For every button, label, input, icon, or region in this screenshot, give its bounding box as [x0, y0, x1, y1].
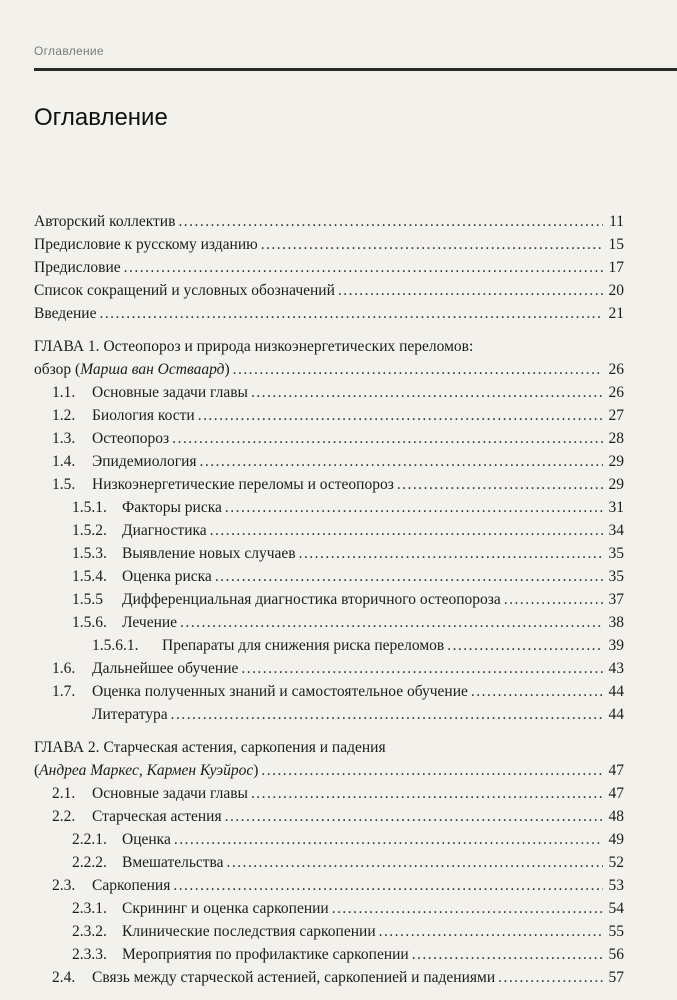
- toc-entry[interactable]: [34, 943, 624, 966]
- toc-entry-number: 1.4.: [52, 453, 76, 470]
- chapter-1-title: Остеопороз и природа низкоэнергетических переломов:: [99, 338, 474, 355]
- toc-entry[interactable]: [34, 210, 624, 233]
- leader-dots: [233, 358, 603, 381]
- leader-dots: [172, 427, 603, 450]
- front-matter-list: [34, 210, 624, 325]
- toc-entry[interactable]: [34, 782, 624, 805]
- chapter-1-page: 26: [608, 361, 624, 378]
- toc-entry-number: 2.2.1.: [72, 831, 107, 848]
- running-head: Оглавление: [34, 44, 104, 58]
- toc-entry-title: Дифференциальная диагностика вторичного остеопороза: [122, 591, 501, 608]
- toc-entry-number: 2.3.2.: [72, 923, 107, 940]
- toc-entry-number: 2.3.3.: [72, 946, 107, 963]
- toc-entry-number: 1.5.1.: [72, 499, 107, 516]
- toc-entry[interactable]: [34, 611, 624, 634]
- toc-entry-number: 1.1.: [52, 384, 76, 401]
- leader-dots: [504, 588, 603, 611]
- leader-dots: [99, 302, 603, 325]
- chapter-2-heading: [34, 736, 624, 759]
- toc-entry-title: Клинические последствия саркопении: [122, 923, 376, 940]
- toc-entry[interactable]: [34, 519, 624, 542]
- toc-entry-page: 31: [608, 499, 624, 516]
- chapter-1-title-prefix: обзор (: [34, 361, 81, 378]
- toc-entry[interactable]: [34, 542, 624, 565]
- chapter-2-heading-line2[interactable]: [34, 759, 624, 782]
- toc-entry[interactable]: [34, 634, 624, 657]
- leader-dots: [225, 496, 603, 519]
- chapter-2-label: ГЛАВА 2.: [34, 739, 100, 756]
- toc-entry-page: 44: [608, 683, 624, 700]
- toc-entry-title: Оценка полученных знаний и самостоятельное обучение: [92, 683, 468, 700]
- leader-dots: [215, 565, 603, 588]
- toc-entry-page: 53: [608, 877, 624, 894]
- toc-entry[interactable]: [34, 256, 624, 279]
- toc-entry-title: Основные задачи главы: [92, 384, 248, 401]
- chapter-1-heading: [34, 335, 624, 358]
- toc-entry-page: 56: [608, 946, 624, 963]
- toc-entry-number: 2.3.: [52, 877, 76, 894]
- toc-entry[interactable]: [34, 703, 624, 726]
- leader-dots: [412, 943, 603, 966]
- toc-entry[interactable]: [34, 657, 624, 680]
- toc-entry-page: 35: [608, 545, 624, 562]
- leader-dots: [447, 634, 603, 657]
- chapter-2-title-prefix: (: [34, 762, 40, 779]
- toc-entry-page: 21: [608, 305, 624, 322]
- toc-entry[interactable]: [34, 966, 624, 989]
- toc-entry[interactable]: [34, 874, 624, 897]
- leader-dots: [299, 542, 603, 565]
- leader-dots: [261, 233, 603, 256]
- toc-entry-title: Низкоэнергетические переломы и остеопороз: [92, 476, 394, 493]
- header-rule: [34, 68, 677, 71]
- toc-entry-page: 43: [608, 660, 624, 677]
- toc-entry-page: 52: [608, 854, 624, 871]
- leader-dots: [225, 805, 603, 828]
- toc-entry-number: 1.3.: [52, 430, 76, 447]
- toc-entry-title: Список сокращений и условных обозначений: [34, 282, 335, 299]
- toc-entry-page: 55: [608, 923, 624, 940]
- leader-dots: [171, 703, 603, 726]
- toc-entry-number: 2.4.: [52, 969, 76, 986]
- toc-entry-title: Скрининг и оценка саркопении: [122, 900, 329, 917]
- toc-entry-page: 17: [608, 259, 624, 276]
- toc-entry-page: 39: [608, 637, 624, 654]
- toc-entry-title: Эпидемиология: [92, 453, 197, 470]
- toc-entry-page: 47: [608, 785, 624, 802]
- leader-dots: [332, 897, 603, 920]
- toc-entry-title: Предисловие: [34, 259, 121, 276]
- toc-entry[interactable]: [34, 427, 624, 450]
- toc-entry[interactable]: [34, 302, 624, 325]
- leader-dots: [180, 611, 603, 634]
- toc-entry-number: 2.3.1.: [72, 900, 107, 917]
- toc-entry-number: 1.2.: [52, 407, 76, 424]
- toc-entry-number: 1.5.5: [72, 591, 103, 608]
- leader-dots: [173, 874, 603, 897]
- toc-entry[interactable]: [34, 828, 624, 851]
- chapter-1-entries: [34, 381, 624, 726]
- leader-dots: [379, 920, 603, 943]
- toc-entry-page: 48: [608, 808, 624, 825]
- leader-dots: [227, 851, 603, 874]
- toc-entry-number: 2.2.: [52, 808, 76, 825]
- toc-entry-title: Препараты для снижения риска переломов: [162, 637, 445, 654]
- chapter-2-page: 47: [608, 762, 624, 779]
- toc-entry-page: 44: [608, 706, 624, 723]
- leader-dots: [397, 473, 603, 496]
- toc-entry-page: 29: [608, 453, 624, 470]
- toc-entry-title: Выявление новых случаев: [122, 545, 296, 562]
- leader-dots: [210, 519, 603, 542]
- leader-dots: [338, 279, 603, 302]
- toc-entry-title: Введение: [34, 305, 97, 322]
- leader-dots: [241, 657, 603, 680]
- leader-dots: [124, 256, 603, 279]
- toc-entry-title: Диагностика: [122, 522, 207, 539]
- toc-entry[interactable]: [34, 496, 624, 519]
- toc-entry[interactable]: [34, 680, 624, 703]
- chapter-1-authors: Марша ван Остваард: [80, 361, 225, 378]
- leader-dots: [174, 828, 603, 851]
- toc-entry-page: 20: [608, 282, 624, 299]
- toc-entry-title: Мероприятия по профилактике саркопении: [122, 946, 409, 963]
- toc-entry-title: Авторский коллектив: [34, 213, 176, 230]
- chapter-1-title-suffix: ): [224, 361, 230, 378]
- leader-dots: [261, 759, 603, 782]
- toc-entry-page: 34: [608, 522, 624, 539]
- leader-dots: [178, 210, 603, 233]
- leader-dots: [251, 782, 603, 805]
- toc-entry-title: Оценка риска: [122, 568, 212, 585]
- toc-entry-number: 2.1.: [52, 785, 76, 802]
- toc-entry-title: Оценка: [122, 831, 171, 848]
- toc-entry-page: 35: [608, 568, 624, 585]
- toc-entry-title: Старческая астения: [92, 808, 222, 825]
- toc-entry-page: 26: [608, 384, 624, 401]
- toc-entry-title: Основные задачи главы: [92, 785, 248, 802]
- chapter-2-entries: [34, 782, 624, 989]
- leader-dots: [200, 450, 603, 473]
- toc-entry-title: Биология кости: [92, 407, 195, 424]
- chapter-2-title-suffix: ): [253, 762, 259, 779]
- toc-entry[interactable]: [34, 381, 624, 404]
- toc-entry-number: 1.5.3.: [72, 545, 107, 562]
- toc-entry-page: 28: [608, 430, 624, 447]
- chapter-1-label: ГЛАВА 1.: [34, 338, 100, 355]
- toc-entry-number: 1.5.2.: [72, 522, 107, 539]
- toc-entry-number: 1.5.4.: [72, 568, 107, 585]
- chapter-1-heading-line2[interactable]: [34, 358, 624, 381]
- toc-entry-title: Лечение: [122, 614, 178, 631]
- toc-entry-title: Предисловие к русскому изданию: [34, 236, 258, 253]
- toc-entry-title: Факторы риска: [122, 499, 222, 516]
- toc-entry[interactable]: [34, 920, 624, 943]
- toc-entry-page: 15: [608, 236, 624, 253]
- toc-entry[interactable]: [34, 851, 624, 874]
- toc-entry[interactable]: [34, 233, 624, 256]
- toc-entry[interactable]: [34, 279, 624, 302]
- table-of-contents: [34, 210, 624, 989]
- toc-entry[interactable]: [34, 565, 624, 588]
- leader-dots: [251, 381, 603, 404]
- toc-entry-title: Дальнейшее обучение: [92, 660, 239, 677]
- toc-entry[interactable]: [34, 897, 624, 920]
- toc-entry-page: 38: [608, 614, 624, 631]
- toc-entry-page: 49: [608, 831, 624, 848]
- toc-entry[interactable]: [34, 805, 624, 828]
- leader-dots: [471, 680, 603, 703]
- chapter-2-title: Старческая астения, саркопения и падения: [99, 739, 386, 756]
- toc-entry-title: Вмешательства: [122, 854, 224, 871]
- toc-entry-number: 1.6.: [52, 660, 76, 677]
- toc-entry[interactable]: [34, 588, 624, 611]
- chapter-2-authors: Андреа Маркес, Кармен Куэйрос: [39, 762, 254, 779]
- leader-dots: [198, 404, 603, 427]
- toc-entry-page: 57: [608, 969, 624, 986]
- toc-entry-number: 1.7.: [52, 683, 76, 700]
- toc-entry-page: 54: [608, 900, 624, 917]
- toc-entry[interactable]: [34, 473, 624, 496]
- toc-entry-number: 1.5.6.: [72, 614, 107, 631]
- toc-entry-page: 37: [608, 591, 624, 608]
- toc-entry-number: 1.5.: [52, 476, 76, 493]
- toc-entry[interactable]: [34, 450, 624, 473]
- toc-entry-title: Связь между старческой астенией, саркопенией и падениями: [92, 969, 496, 986]
- toc-entry-number: 2.2.2.: [72, 854, 107, 871]
- toc-entry-title: Остеопороз: [92, 430, 170, 447]
- page-title: Оглавление: [34, 104, 168, 132]
- toc-entry-number: 1.5.6.1.: [92, 637, 139, 654]
- toc-entry-page: 11: [609, 213, 624, 230]
- toc-entry-title: Литература: [92, 706, 168, 723]
- toc-entry-page: 27: [608, 407, 624, 424]
- toc-entry-title: Саркопения: [92, 877, 171, 894]
- leader-dots: [498, 966, 603, 989]
- toc-entry-page: 29: [608, 476, 624, 493]
- toc-entry[interactable]: [34, 404, 624, 427]
